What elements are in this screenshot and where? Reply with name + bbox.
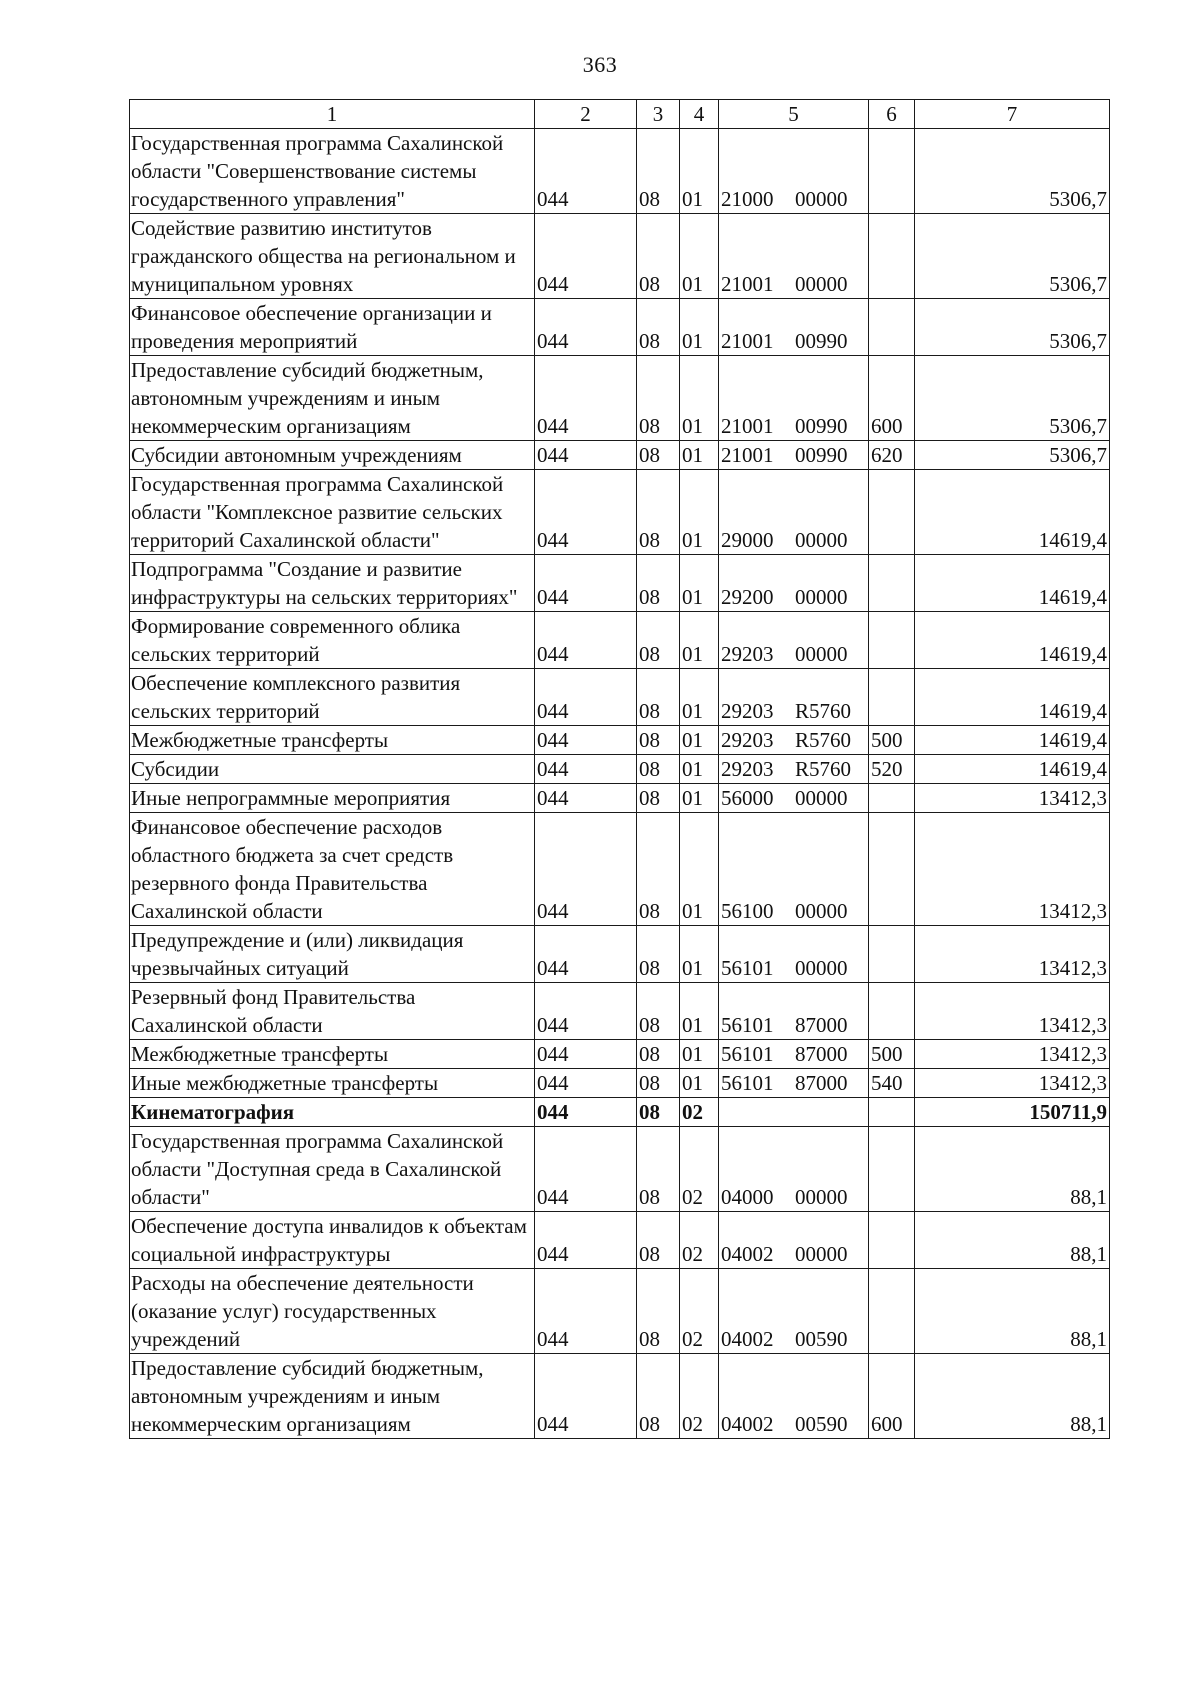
subsection-code: 01 (680, 669, 719, 726)
expense-name: Иные непрограммные мероприятия (130, 784, 535, 813)
section-code: 08 (637, 612, 680, 669)
subsection-code: 01 (680, 755, 719, 784)
header-cell: 6 (869, 100, 915, 129)
section-code: 08 (637, 129, 680, 214)
expense-type-code (869, 1098, 915, 1127)
table-row (130, 356, 1110, 441)
target-article-direction-part: 00990 (795, 443, 848, 467)
amount-value: 5306,7 (915, 299, 1110, 356)
target-article-direction-part: R5760 (795, 728, 852, 752)
subsection-code: 01 (680, 555, 719, 612)
table-row (130, 726, 1110, 755)
subsection-code: 01 (680, 299, 719, 356)
table-row (130, 983, 1110, 1040)
amount-value: 5306,7 (915, 214, 1110, 299)
amount-value: 14619,4 (915, 755, 1110, 784)
target-article-direction-part: 00000 (795, 528, 848, 552)
expense-name: Финансовое обеспечение организации и проведения мероприятий (130, 299, 535, 356)
target-article-program-part: 21001 (721, 329, 774, 353)
target-article-direction-part: 87000 (795, 1042, 848, 1066)
ministry-code: 044 (535, 726, 637, 755)
table-row (130, 926, 1110, 983)
ministry-code: 044 (535, 1269, 637, 1354)
section-code: 08 (637, 1040, 680, 1069)
table-row (130, 1127, 1110, 1212)
amount-value: 5306,7 (915, 441, 1110, 470)
amount-value: 13412,3 (915, 1040, 1110, 1069)
expense-name: Государственная программа Сахалинской области "Доступная среда в Сахалинской области" (130, 1127, 535, 1212)
section-code: 08 (637, 1212, 680, 1269)
expense-type-code (869, 214, 915, 299)
target-article-program-part: 04002 (721, 1327, 774, 1351)
table-row (130, 1098, 1110, 1127)
expense-name: Предупреждение и (или) ликвидация чрезвычайных ситуаций (130, 926, 535, 983)
ministry-code: 044 (535, 1127, 637, 1212)
expense-type-code: 500 (869, 726, 915, 755)
target-article-program-part: 04000 (721, 1185, 774, 1209)
subsection-code: 02 (680, 1269, 719, 1354)
table-row (130, 299, 1110, 356)
section-code: 08 (637, 299, 680, 356)
ministry-code: 044 (535, 1354, 637, 1439)
target-article-direction-part: 00000 (795, 1185, 848, 1209)
target-article-direction-part: R5760 (795, 699, 852, 723)
subsection-code: 01 (680, 1069, 719, 1098)
page-number: 363 (582, 52, 618, 77)
expense-name: Субсидии (130, 755, 535, 784)
target-article-code (719, 555, 869, 612)
section-code: 08 (637, 1354, 680, 1439)
target-article-code (719, 669, 869, 726)
target-article-direction-part: 00000 (795, 1242, 848, 1266)
amount-value: 14619,4 (915, 669, 1110, 726)
table-row (130, 1354, 1110, 1439)
target-article-program-part: 29203 (721, 757, 774, 781)
target-article-direction-part: 00000 (795, 956, 848, 980)
target-article-program-part: 21000 (721, 187, 774, 211)
target-article-direction-part: 00590 (795, 1327, 848, 1351)
table-row (130, 470, 1110, 555)
target-article-code (719, 983, 869, 1040)
target-article-direction-part: 00000 (795, 642, 848, 666)
expense-type-code (869, 813, 915, 926)
target-article-direction-part: 00990 (795, 329, 848, 353)
table-row (130, 813, 1110, 926)
expense-type-code (869, 555, 915, 612)
target-article-code (719, 784, 869, 813)
ministry-code: 044 (535, 1040, 637, 1069)
target-article-code (719, 755, 869, 784)
ministry-code: 044 (535, 926, 637, 983)
subsection-code: 02 (680, 1127, 719, 1212)
ministry-code: 044 (535, 129, 637, 214)
target-article-direction-part: 00590 (795, 1412, 848, 1436)
subsection-code: 01 (680, 983, 719, 1040)
subsection-code: 01 (680, 612, 719, 669)
expense-name: Государственная программа Сахалинской области "Комплексное развитие сельских территорий Сахалинской области" (130, 470, 535, 555)
target-article-program-part: 04002 (721, 1242, 774, 1266)
expense-name: Обеспечение комплексного развития сельских территорий (130, 669, 535, 726)
section-code: 08 (637, 926, 680, 983)
amount-value: 88,1 (915, 1269, 1110, 1354)
expense-type-code: 600 (869, 356, 915, 441)
expense-name: Межбюджетные трансферты (130, 726, 535, 755)
table-row (130, 441, 1110, 470)
subsection-code: 01 (680, 129, 719, 214)
table-row (130, 1040, 1110, 1069)
expense-name: Резервный фонд Правительства Сахалинской области (130, 983, 535, 1040)
target-article-program-part: 29203 (721, 728, 774, 752)
target-article-code (719, 1127, 869, 1212)
table-row (130, 784, 1110, 813)
ministry-code: 044 (535, 813, 637, 926)
target-article-code (719, 1269, 869, 1354)
target-article-code (719, 813, 869, 926)
section-code: 08 (637, 669, 680, 726)
section-code: 08 (637, 1269, 680, 1354)
subsection-code: 01 (680, 726, 719, 755)
target-article-direction-part: 00000 (795, 899, 848, 923)
target-article-program-part: 56100 (721, 899, 774, 923)
expense-type-code (869, 784, 915, 813)
subsection-code: 02 (680, 1354, 719, 1439)
section-code: 08 (637, 784, 680, 813)
target-article-program-part: 21001 (721, 414, 774, 438)
subsection-code: 01 (680, 926, 719, 983)
ministry-code: 044 (535, 669, 637, 726)
amount-value: 5306,7 (915, 129, 1110, 214)
amount-value: 13412,3 (915, 1069, 1110, 1098)
ministry-code: 044 (535, 755, 637, 784)
target-article-direction-part: 00000 (795, 585, 848, 609)
expense-type-code: 520 (869, 755, 915, 784)
target-article-code (719, 612, 869, 669)
amount-value: 5306,7 (915, 356, 1110, 441)
amount-value: 88,1 (915, 1354, 1110, 1439)
target-article-direction-part: 00000 (795, 187, 848, 211)
subsection-code: 02 (680, 1212, 719, 1269)
section-code: 08 (637, 470, 680, 555)
table-row (130, 1269, 1110, 1354)
expense-name: Предоставление субсидий бюджетным, автономным учреждениям и иным некоммерческим организациям (130, 1354, 535, 1439)
expense-name: Расходы на обеспечение деятельности (оказание услуг) государственных учреждений (130, 1269, 535, 1354)
expense-name: Предоставление субсидий бюджетным, автономным учреждениям и иным некоммерческим организациям (130, 356, 535, 441)
subsection-code: 01 (680, 1040, 719, 1069)
subsection-code: 01 (680, 784, 719, 813)
subsection-code: 01 (680, 214, 719, 299)
target-article-direction-part: 00000 (795, 786, 848, 810)
expense-type-code (869, 1212, 915, 1269)
ministry-code: 044 (535, 356, 637, 441)
expense-name: Финансовое обеспечение расходов областного бюджета за счет средств резервного фонда Правительства Сахалинской области (130, 813, 535, 926)
expense-name: Кинематография (130, 1098, 535, 1127)
expense-name: Межбюджетные трансферты (130, 1040, 535, 1069)
target-article-program-part: 56101 (721, 1071, 774, 1095)
target-article-direction-part: 00000 (795, 272, 848, 296)
section-code: 08 (637, 813, 680, 926)
table-row (130, 669, 1110, 726)
section-code: 08 (637, 214, 680, 299)
subsection-code: 01 (680, 813, 719, 926)
section-code: 08 (637, 356, 680, 441)
expense-type-code (869, 470, 915, 555)
amount-value: 14619,4 (915, 726, 1110, 755)
table-row (130, 214, 1110, 299)
section-code: 08 (637, 555, 680, 612)
ministry-code: 044 (535, 1212, 637, 1269)
ministry-code: 044 (535, 784, 637, 813)
expense-type-code (869, 1127, 915, 1212)
ministry-code: 044 (535, 612, 637, 669)
ministry-code: 044 (535, 470, 637, 555)
amount-value: 14619,4 (915, 612, 1110, 669)
target-article-program-part: 29203 (721, 699, 774, 723)
expense-type-code: 540 (869, 1069, 915, 1098)
table-row (130, 1212, 1110, 1269)
header-cell: 7 (915, 100, 1110, 129)
target-article-program-part: 56101 (721, 956, 774, 980)
table-row (130, 612, 1110, 669)
ministry-code: 044 (535, 555, 637, 612)
expense-type-code: 600 (869, 1354, 915, 1439)
target-article-program-part: 56101 (721, 1013, 774, 1037)
amount-value: 13412,3 (915, 784, 1110, 813)
ministry-code: 044 (535, 1069, 637, 1098)
amount-value: 150711,9 (915, 1098, 1110, 1127)
target-article-direction-part: 87000 (795, 1071, 848, 1095)
amount-value: 14619,4 (915, 555, 1110, 612)
section-code: 08 (637, 755, 680, 784)
subsection-code: 02 (680, 1098, 719, 1127)
section-code: 08 (637, 983, 680, 1040)
header-cell: 5 (719, 100, 869, 129)
expense-name: Подпрограмма "Создание и развитие инфраструктуры на сельских территориях" (130, 555, 535, 612)
amount-value: 88,1 (915, 1212, 1110, 1269)
ministry-code: 044 (535, 441, 637, 470)
expense-type-code (869, 129, 915, 214)
expense-name: Формирование современного облика сельских территорий (130, 612, 535, 669)
subsection-code: 01 (680, 356, 719, 441)
target-article-code (719, 1354, 869, 1439)
target-article-code (719, 441, 869, 470)
target-article-code (719, 1040, 869, 1069)
header-cell: 2 (535, 100, 637, 129)
target-article-program-part: 56000 (721, 786, 774, 810)
section-code: 08 (637, 1127, 680, 1212)
target-article-code (719, 129, 869, 214)
target-article-program-part: 21001 (721, 443, 774, 467)
expense-name: Субсидии автономным учреждениям (130, 441, 535, 470)
expense-type-code (869, 1269, 915, 1354)
target-article-program-part: 56101 (721, 1042, 774, 1066)
target-article-program-part: 04002 (721, 1412, 774, 1436)
target-article-direction-part: 00990 (795, 414, 848, 438)
target-article-program-part: 29000 (721, 528, 774, 552)
header-cell: 3 (637, 100, 680, 129)
target-article-code (719, 1212, 869, 1269)
table-row (130, 129, 1110, 214)
expense-name: Содействие развитию институтов гражданского общества на региональном и муниципальном уровнях (130, 214, 535, 299)
target-article-code (719, 926, 869, 983)
section-code: 08 (637, 726, 680, 755)
section-code: 08 (637, 1069, 680, 1098)
amount-value: 13412,3 (915, 983, 1110, 1040)
target-article-code (719, 726, 869, 755)
expense-name: Государственная программа Сахалинской области "Совершенствование системы государственного управления" (130, 129, 535, 214)
target-article-code (719, 470, 869, 555)
ministry-code: 044 (535, 214, 637, 299)
target-article-code (719, 356, 869, 441)
header-cell: 4 (680, 100, 719, 129)
table-row (130, 555, 1110, 612)
expense-type-code: 500 (869, 1040, 915, 1069)
target-article-code (719, 1098, 869, 1127)
amount-value: 13412,3 (915, 926, 1110, 983)
amount-value: 14619,4 (915, 470, 1110, 555)
target-article-code (719, 214, 869, 299)
target-article-direction-part: 87000 (795, 1013, 848, 1037)
header-cell: 1 (130, 100, 535, 129)
target-article-code (719, 299, 869, 356)
expense-type-code (869, 669, 915, 726)
section-code: 08 (637, 1098, 680, 1127)
expense-type-code (869, 612, 915, 669)
expense-name: Иные межбюджетные трансферты (130, 1069, 535, 1098)
subsection-code: 01 (680, 470, 719, 555)
expense-name: Обеспечение доступа инвалидов к объектам социальной инфраструктуры (130, 1212, 535, 1269)
ministry-code: 044 (535, 1098, 637, 1127)
expense-type-code (869, 983, 915, 1040)
subsection-code: 01 (680, 441, 719, 470)
amount-value: 13412,3 (915, 813, 1110, 926)
target-article-program-part: 29200 (721, 585, 774, 609)
amount-value: 88,1 (915, 1127, 1110, 1212)
budget-table (129, 99, 1110, 1439)
target-article-program-part: 29203 (721, 642, 774, 666)
ministry-code: 044 (535, 983, 637, 1040)
expense-type-code: 620 (869, 441, 915, 470)
table-row (130, 1069, 1110, 1098)
expense-type-code (869, 299, 915, 356)
target-article-code (719, 1069, 869, 1098)
target-article-program-part: 21001 (721, 272, 774, 296)
table-row (130, 755, 1110, 784)
target-article-direction-part: R5760 (795, 757, 852, 781)
expense-type-code (869, 926, 915, 983)
ministry-code: 044 (535, 299, 637, 356)
section-code: 08 (637, 441, 680, 470)
table-header-row (130, 100, 1110, 129)
